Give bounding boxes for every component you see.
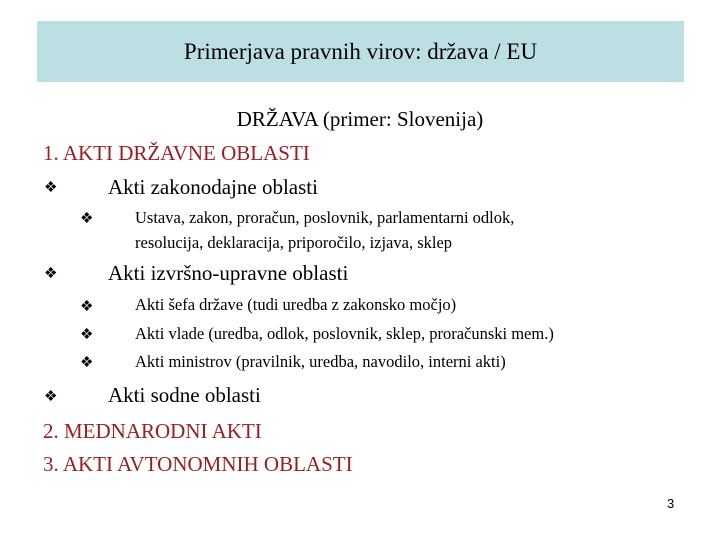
item-judicial: Akti sodne oblasti bbox=[108, 383, 261, 407]
section-1: 1. AKTI DRŽAVNE OBLASTI bbox=[43, 141, 310, 165]
sub-item: Akti vlade (uredba, odlok, poslovnik, sklep, proračunski mem.) bbox=[135, 324, 554, 343]
bullet-icon: ❖ bbox=[44, 266, 58, 282]
heading: DRŽAVA (primer: Slovenija) bbox=[236, 107, 484, 131]
bullet-icon: ❖ bbox=[44, 180, 58, 196]
sub-item: resolucija, deklaracija, priporočilo, izjava, sklep bbox=[135, 233, 453, 252]
bullet-icon: ❖ bbox=[80, 355, 94, 371]
item-legislative: Akti zakonodajne oblasti bbox=[108, 175, 318, 199]
section-3: 3. AKTI AVTONOMNIH OBLASTI bbox=[43, 452, 353, 476]
slide-title-bar bbox=[37, 21, 684, 82]
sub-item: Ustava, zakon, proračun, poslovnik, parlamentarni odlok, bbox=[135, 208, 515, 227]
bullet-icon: ❖ bbox=[80, 211, 94, 227]
item-executive: Akti izvršno-upravne oblasti bbox=[108, 261, 349, 285]
bullet-icon: ❖ bbox=[80, 299, 94, 315]
sub-item: Akti ministrov (pravilnik, uredba, navodilo, interni akti) bbox=[135, 352, 506, 371]
bullet-icon: ❖ bbox=[80, 327, 94, 343]
bullet-icon: ❖ bbox=[44, 389, 58, 405]
slide-title: Primerjava pravnih virov: država / EU bbox=[183, 38, 538, 64]
page-number: 3 bbox=[667, 496, 675, 511]
section-2: 2. MEDNARODNI AKTI bbox=[43, 419, 262, 443]
sub-item: Akti šefa države (tudi uredba z zakonsko močjo) bbox=[135, 295, 457, 314]
